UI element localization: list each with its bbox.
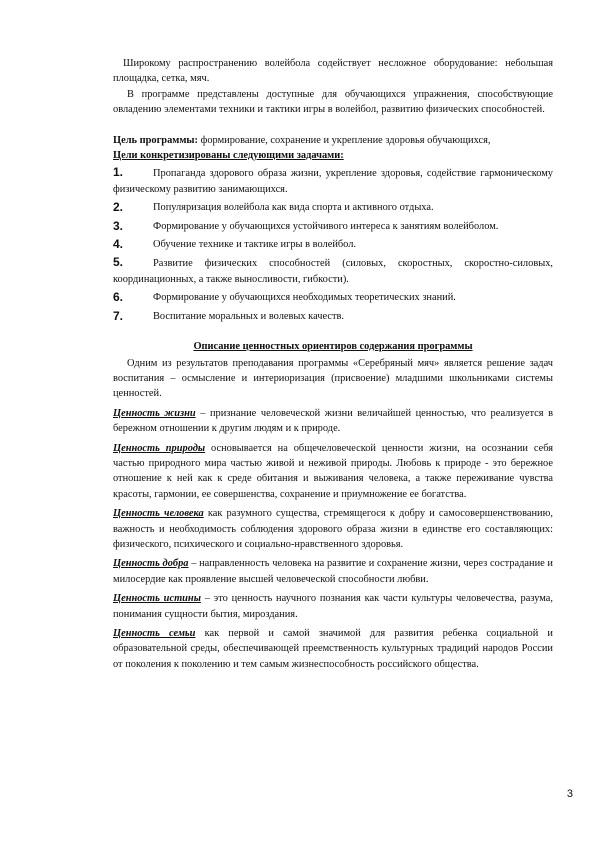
- task-text: Формирование у обучающихся устойчивого интереса к занятиям волейболом.: [153, 220, 499, 232]
- page-content: [113, 56, 553, 676]
- task-text: Пропаганда здорового образа жизни, укрепление здоровья, содействие гармоническому физическому развитию занимающихся.: [113, 168, 553, 195]
- value-text: – направленность человека на развитие и сохранение жизни, через сострадание и милосердие как проявление высшей человеческой способности любви.: [113, 558, 553, 585]
- task-number: 6.: [113, 290, 124, 305]
- task-number: 5.: [113, 255, 124, 270]
- value-text: как разумного существа, стремящегося к добру и самосовершенствованию, важность и необходимость соблюдения здорового образа жизни в единстве его составляющих: физического, психического и социально-нравственного здоровья.: [113, 508, 553, 550]
- value-paragraph: [113, 591, 553, 622]
- list-item: [113, 309, 553, 324]
- intro-paragraph-2: В программе представлены доступные для обучающихся упражнения, способствующие овладению элементами техники и тактики игры в волейбол, развитию физических способностей.: [113, 88, 553, 116]
- tasks-list: [113, 165, 553, 324]
- tasks-heading: Цели конкретизированы следующими задачами:: [113, 150, 344, 162]
- task-text: Обучение технике и тактике игры в волейбол.: [153, 239, 357, 251]
- value-text: как первой и самой значимой для развития ребенка социальной и образовательной среды, обеспечивающей преемственность культурных традиций народов России от поколения к поколению и тем самым жизнеспособность российского общества.: [113, 628, 553, 670]
- task-text: Популяризация волейбола как вида спорта и активного отдыха.: [153, 202, 434, 214]
- value-text: основывается на общечеловеческой ценности жизни, на осознании себя частью природного мира частью живой и неживой природы. Любовь к природе - это бережное отношение к ней как к среде обитания и выживания человека, а также переживание чувства красоты, гармонии, ее совершенства, сохранение и приумножение ее богатства.: [113, 442, 553, 500]
- task-text: Воспитание моральных и волевых качеств.: [153, 310, 345, 322]
- section-title: Описание ценностных ориентиров содержания программы: [193, 341, 473, 353]
- list-item: [113, 237, 553, 252]
- value-term: Ценность природы: [113, 442, 206, 454]
- intro-paragraph-1: Широкому распространению волейбола содействует несложное оборудование: небольшая площадка, сетка, мяч.: [113, 58, 553, 85]
- page-number: 3: [566, 788, 573, 800]
- value-text: – это ценность научного познания как части культуры человечества, разума, понимания сущности бытия, мироздания.: [113, 593, 554, 620]
- program-goal: [113, 133, 553, 148]
- task-number: 3.: [113, 218, 124, 233]
- list-item: [113, 165, 553, 197]
- list-item: [113, 255, 553, 287]
- list-item: [113, 219, 553, 234]
- value-paragraph: [113, 626, 553, 672]
- value-term: Ценность истины: [113, 593, 201, 605]
- value-paragraph: [113, 506, 553, 552]
- section-intro: Одним из результатов преподавания программы «Серебряный мяч» является решение задач воспитания – осмысление и интериоризация (присвоение) младшими школьниками системы ценностей.: [113, 357, 553, 400]
- value-paragraph: [113, 556, 553, 587]
- list-item: [113, 200, 553, 215]
- task-text: Развитие физических способностей (силовых, скоростных, скоростно-силовых, координационных, а также выносливости, гибкости).: [113, 258, 553, 285]
- value-text: – признание человеческой жизни величайшей ценностью, что реализуется в бережном отношении к другим людям и к природе.: [113, 407, 553, 435]
- task-number: 2.: [113, 200, 124, 215]
- goal-text: формирование, сохранение и укрепление здоровья обучающихся,: [198, 134, 491, 146]
- value-term: Ценность жизни: [113, 407, 196, 419]
- task-text: Формирование у обучающихся необходимых теоретических знаний.: [153, 292, 456, 304]
- value-term: Ценность человека: [113, 508, 204, 520]
- task-number: 7.: [113, 308, 124, 323]
- value-term: Ценность добра: [113, 558, 189, 570]
- value-term: Ценность семьи: [113, 628, 196, 639]
- task-number: 1.: [113, 165, 124, 180]
- values-list: [113, 406, 553, 673]
- value-paragraph: [113, 406, 553, 437]
- goal-label: Цель программы:: [113, 134, 198, 146]
- value-paragraph: [113, 441, 553, 503]
- task-number: 4.: [113, 237, 124, 252]
- list-item: [113, 290, 553, 305]
